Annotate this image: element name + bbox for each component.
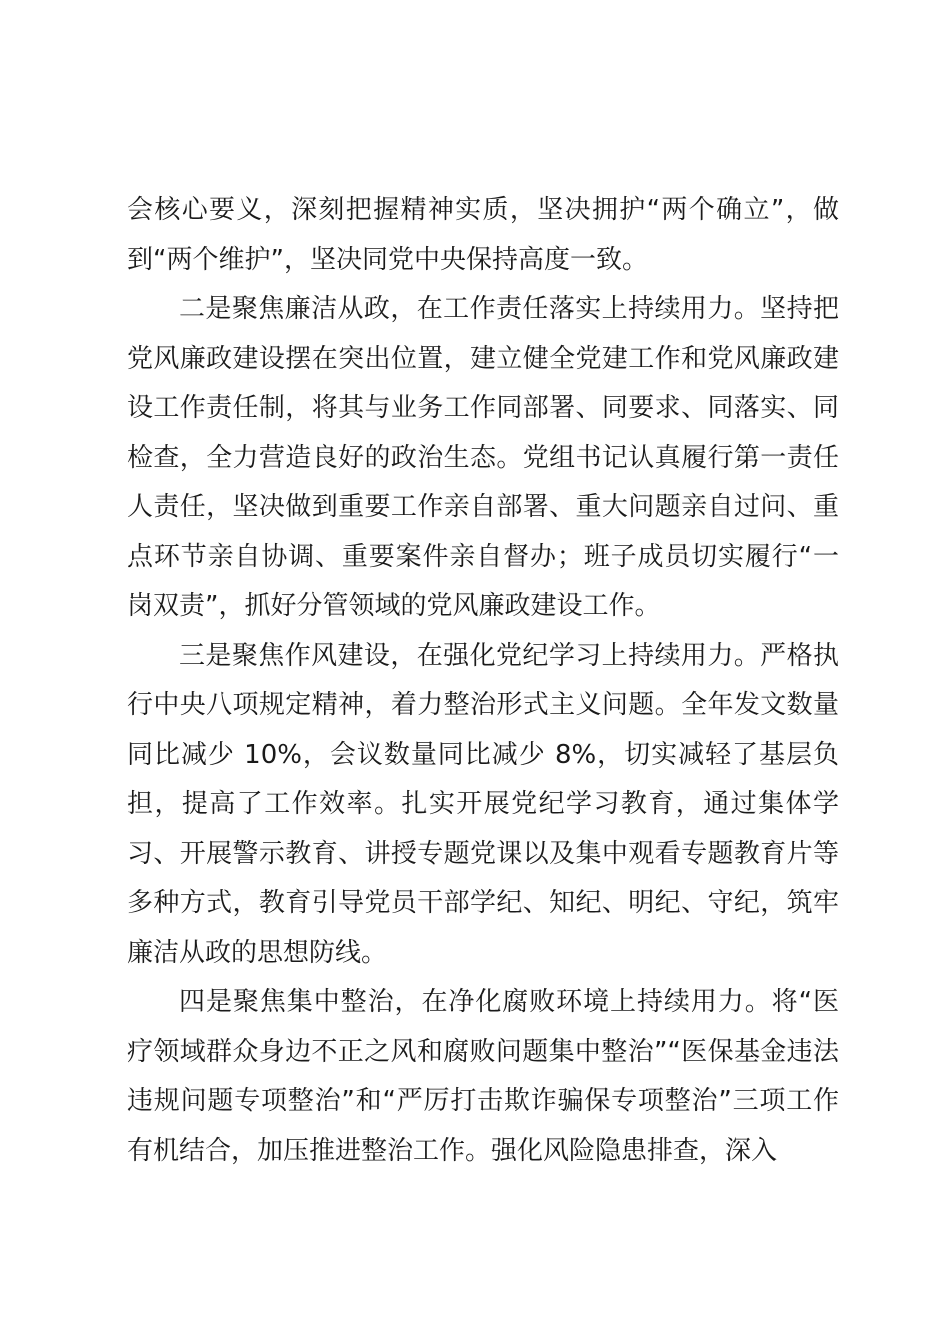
paragraph-continuation: 会核心要义，深刻把握精神实质，坚决拥护“两个确立”，做到“两个维护”，坚决同党中央保持高度一致。 (127, 195, 839, 275)
document-body (127, 186, 839, 1176)
paragraph-work-style: 三是聚焦作风建设，在强化党纪学习上持续用力。严格执行中央八项规定精神，着力整治形式主义问题。全年发文数量同比减少 10%，会议数量同比减少 8%，切实减轻了基层负担，提高了工作效率。扎实开展党纪学习教育，通过集体学习、开展警示教育、讲授专题党课以及集中观看专题教育片等多种方式，教育引导党员干部学纪、知纪、明纪、守纪，筑牢廉洁从政的思想防线。 (127, 640, 839, 968)
paragraph-rectification: 四是聚焦集中整治，在净化腐败环境上持续用力。将“医疗领域群众身边不正之风和腐败问题集中整治”“医保基金违法违规问题专项整治”和“严厉打击欺诈骗保专项整治”三项工作有机结合，加压推进整治工作。强化风险隐患排查，深入 (127, 987, 839, 1166)
paragraph-clean-governance: 二是聚焦廉洁从政，在工作责任落实上持续用力。坚持把党风廉政建设摆在突出位置，建立健全党建工作和党风廉政建设工作责任制，将其与业务工作同部署、同要求、同落实、同检查，全力营造良好的政治生态。党组书记认真履行第一责任人责任，坚决做到重要工作亲自部署、重大问题亲自过问、重点环节亲自协调、重要案件亲自督办；班子成员切实履行“一岗双责”，抓好分管领域的党风廉政建设工作。 (127, 294, 839, 621)
